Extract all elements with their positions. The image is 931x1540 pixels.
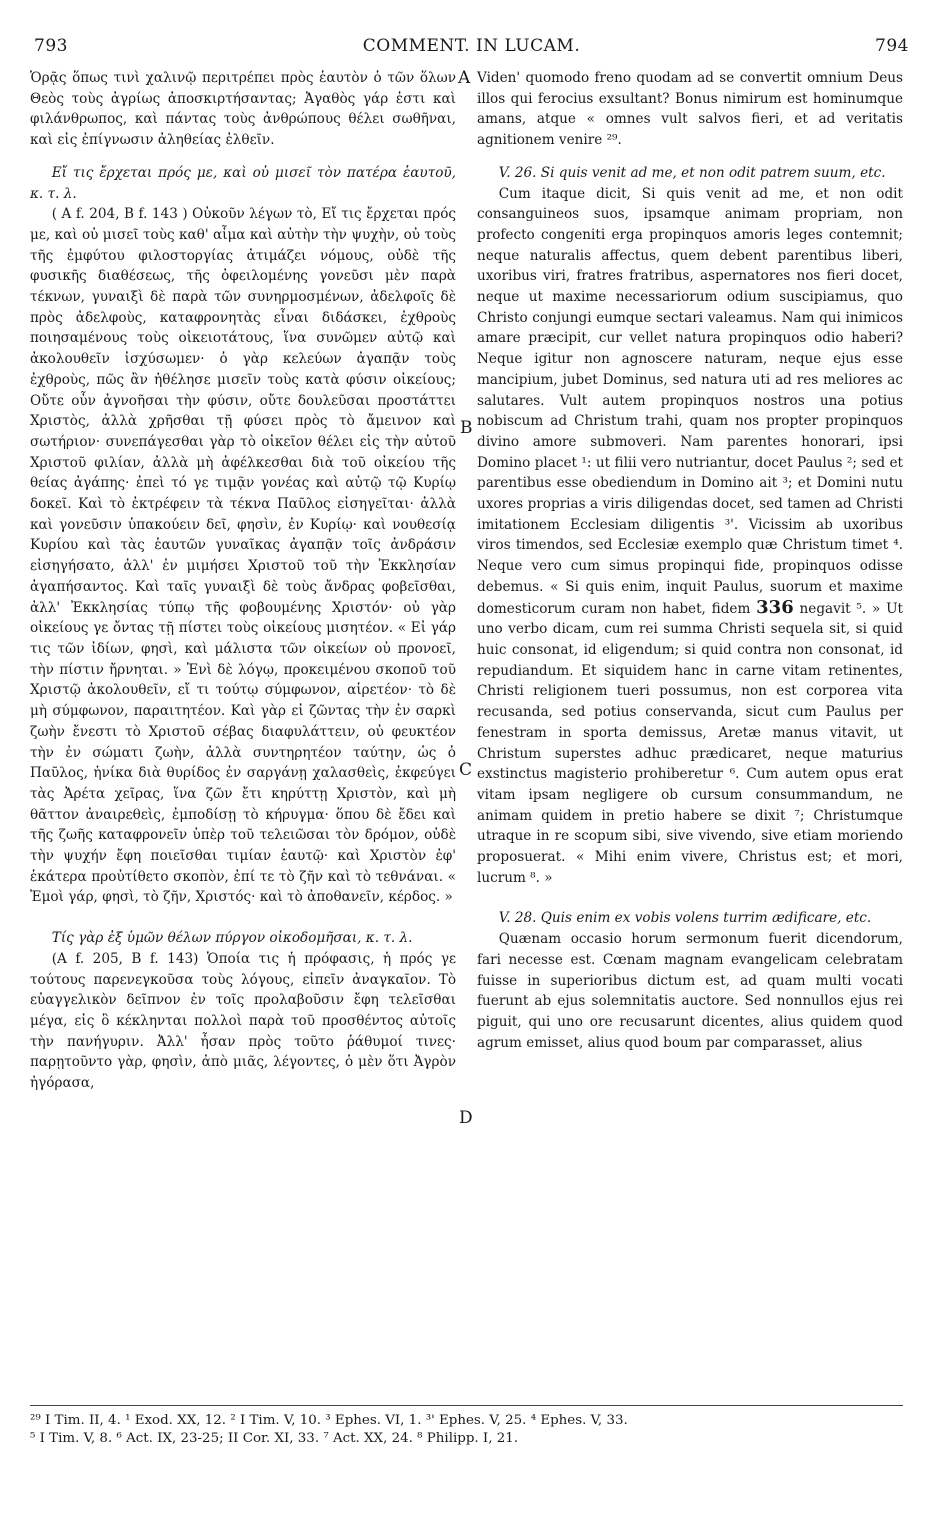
- section-marker-d: D: [459, 1108, 473, 1128]
- latin-paragraph-2-part-b: negavit ⁵. » Ut uno verbo dicam, cum rei summa Christi sequela sit, si quid huic consonat, id eligendum; si quid contra non consonat, id repudiandum. Et siquidem hanc in carne vitam retinentes, Christi religionem tueri possumus, non est corporea vita recusanda, sed potius conservanda, sicut cum Paulus per fenestram in sporta demissus, Aretæ manus vitavit, ut Christum superstes adhuc prædicaret, neque maturius exstinctus magisterio prohiberetur ⁶. Cum autem opus erat vitam ipsam negligere ob cursum consummandum, ne animam quidem in pretio habere se dixit ⁷; Christumque utraque in re scopum sibi, sive vivendo, sive etiam moriendo proposuerat. « Mihi enim vivere, Christus est; et mori, lucrum ⁸. »: [477, 600, 903, 886]
- section-marker-a: A: [458, 68, 471, 88]
- greek-paragraph-3: (A f. 205, B f. 143) Ὁποία τις ἡ πρόφασις, ἡ πρός γε τούτους παρενεγκοῦσα τοὺς λόγους, εἰπεῖν ἀναγκαῖον. Τὸ εὐαγγελικὸν δεῖπνον ἐν τοῖς προλαβοῦσιν ἔφη τελεῖσθαι μέγα, εἰς ὃ κέκληνται πολλοὶ παρὰ τοῦ προσθέντος αὐτοῖς τὴν πανήγυριν. Ἀλλ' ἦσαν πρὸς τοῦτο ῥάθυμοί τινες· παρῃτοῦντο γὰρ, φησὶν, ἀπὸ μιᾶς, λέγοντες, ὁ μὲν ὅτι Ἀγρὸν ἠγόρασα,: [30, 950, 456, 1092]
- running-title: COMMENT. IN LUCAM.: [362, 36, 581, 56]
- footnote-rule: [30, 1405, 903, 1406]
- footnote-line-1: ²⁹ I Tim. II, 4. ¹ Exod. XX, 12. ² I Tim. V, 10. ³ Ephes. VI, 1. ³' Ephes. V, 25. ⁴ Ephes. V, 33.: [30, 1413, 628, 1428]
- greek-column: [30, 68, 456, 1094]
- greek-paragraph-1: Ὁρᾷς ὅπως τινὶ χαλινῷ περιτρέπει πρὸς ἑαυτὸν ὁ τῶν ὅλων Θεὸς τοὺς ἀγρίως ἀποσκιρτήσαντας; Ἀγαθὸς γάρ ἐστι καὶ φιλάνθρωπος, καὶ πάντας τοὺς ἀνθρώπους θέλει σωθῆναι, καὶ εἰς ἐπίγνωσιν ἀληθείας ἐλθεῖν.: [30, 70, 456, 149]
- latin-paragraph-1: Viden' quomodo freno quodam ad se convertit omnium Deus illos qui ferocius exsultant? Bonus nimirum est hominumque amans, atque « omnes vult salvos fieri, et ad veritatis agnitionem venire ²⁹.: [477, 70, 903, 149]
- section-marker-b: B: [460, 418, 473, 438]
- latin-lemma-1: V. 26. Si quis venit ad me, et non odit patrem suum, etc.: [498, 164, 886, 181]
- latin-column: [477, 68, 903, 1053]
- greek-lemma-1: Εἴ τις ἔρχεται πρός με, καὶ οὐ μισεῖ τὸν πατέρα ἑαυτοῦ, κ. τ. λ.: [30, 164, 456, 202]
- latin-lemma-2: V. 28. Quis enim ex vobis volens turrim ædificare, etc.: [498, 910, 872, 927]
- running-header: [34, 36, 909, 64]
- page-number-left: 793: [34, 36, 68, 56]
- latin-paragraph-2: [477, 184, 903, 889]
- page-number-right: 794: [875, 36, 909, 56]
- footnotes: [30, 1412, 903, 1448]
- latin-paragraph-3: Quænam occasio horum sermonum fuerit dicendorum, fari necesse est. Cœnam magnam evangelicam celebratam fuisse in superioribus dictum est, ad quam multi vocati fuerunt ab ejus solemnitatis auctore. Sed nonnullos ejus rei piguit, qui uno ore recusarunt dicentes, alius quidem quod agrum emisset, alius quod boum par comparasset, alius: [477, 931, 903, 1051]
- greek-paragraph-2: ( A f. 204, B f. 143 ) Οὐκοῦν λέγων τὸ, Εἴ τις ἔρχεται πρός με, καὶ οὐ μισεῖ τοὺς καθ' αἷμα καὶ αὐτὴν τὴν ψυχὴν, οὐ τοὺς τῆς ἐμφύτου φιλοστοργίας ἀτιμάζει νόμους, οὐδὲ τῆς φυσικῆς διαθέσεως, τῆς ὀφειλομένης γονεῦσι μὲν παρὰ τέκνων, γυναιξὶ δὲ παρὰ τῶν συνηρμοσμένων, ἀδελφοῖς δὲ πρὸς ἀδελφοὺς, καταφρονητὰς εἶναι διδάσκει, ἐχθροὺς ποιησαμένους τοὺς οἰκειοτάτους, ἵνα συνῶμεν αὐτῷ καὶ ἀκολουθεῖν ἰσχύσωμεν· ὁ γὰρ κελεύων ἀγαπᾷν τοὺς ἐχθροὺς, πῶς ἂν ἠθέλησε μισεῖν τοὺς κατὰ φύσιν οἰκείους; Οὔτε οὖν ἀγνοῆσαι τὴν φύσιν, οὔτε δουλεῦσαι προστάττει Χριστὸς, ἀλλὰ χρῆσθαι τῇ φύσει πρὸς τὸ ἄμεινον καὶ σωτήριον· συνεπάγεσθαι γὰρ τὸ οἰκεῖον θέλει εἰς τὴν αὐτοῦ Χριστοῦ φιλίαν, ἀλλὰ μὴ ἀφέλκεσθαι διὰ τοῦ οἰκείου τῆς θείας ἀγάπης· ἐπεὶ τό γε τιμᾷν γονέας καὶ αὐτῷ τῷ Κυρίῳ δοκεῖ. Καὶ τὸ ἐκτρέφειν τὰ τέκνα Παῦλος εἰσηγεῖται· ἀλλὰ καὶ γονεῦσιν ὑπακούειν δεῖ, φησὶν, ἐν Κυρίῳ· καὶ νουθεσίᾳ Κυρίου καὶ τὰς ἑαυτῶν γυναῖκας ἀγαπᾷν τοῖς ἀνδράσιν εἰσηγήσατο, ἀλλ' ἐν μιμήσει Χριστοῦ τοῦ τὴν Ἐκκλησίαν ἀγαπήσαντος. Καὶ ταῖς γυναιξὶ δὲ τοὺς ἄνδρας φοβεῖσθαι, ἀλλ' Ἐκκλησίας τύπῳ τῆς φοβουμένης Χριστόν· οὐ γὰρ οἰκείους γε ὄντας τῇ πίστει τοὺς οἰκείους μισητέον. « Εἰ γάρ τις τῶν ἰδίων, φησὶ, καὶ μάλιστα τῶν οἰκείων οὐ προνοεῖ, τὴν πίστιν ἤρνηται. » Ἑνὶ δὲ λόγῳ, προκειμένου σκοποῦ τοῦ Χριστῷ ἀκολουθεῖν, εἴ τι τούτῳ σύμφωνον, αἱρετέον· τὸ δὲ μὴ σύμφωνον, παραιτητέον. Καὶ γὰρ εἰ ζῶντας τὴν ἐν σαρκὶ ζωὴν ἔνεστι τὸ Χριστοῦ σέβας διαφυλάττειν, οὐ φευκτέον τὴν ἐν σώματι ζωὴν, ἀλλὰ συντηρητέον ταύτην, ὡς ὁ Παῦλος, ἡνίκα διὰ θυρίδος ἐν σαργάνῃ χαλασθεὶς, ἐκφεύγει τὰς Ἀρέτα χεῖρας, ἵνα ζῶν ἔτι κηρύττῃ Χριστὸν, καὶ μὴ θᾶττον ἀναιρεθεὶς, ἐμποδίσῃ τὸ κήρυγμα· ὅπου δὲ ἔδει καὶ τῆς ζωῆς καταφρονεῖν ὑπὲρ τοῦ τελειῶσαι τὸν δρόμον, οὐδὲ τὴν ψυχήν ἔφη ποιεῖσθαι τιμίαν ἑαυτῷ· καὶ Χριστὸν ἐφ' ἑκάτερα προὐτίθετο σκοπὸν, ἐπί τε τὸ ζῆν καὶ τὸ τεθνάναι. « Ἐμοὶ γάρ, φησὶ, τὸ ζῆν, Χριστός· καὶ τὸ ἀποθανεῖν, κέρδος. »: [30, 206, 456, 906]
- latin-paragraph-2-part-a: Cum itaque dicit, Si quis venit ad me, et non odit consanguineos suos, ipsamque animam propriam, non profecto congeniti erga propinquos amoris leges contemnit; neque naturalis affectus, quem debent parentibus liberi, uxoribus viri, fratres fratribus, aspernatores nos fieri docet, neque ut maxime necessariorum odium suscipiamus, quo Christo conjungi eumque sectari valeamus. Nam qui inimicos amare præcipit, cur vellet natura propinquos odio haberi? Neque igitur non agnoscere naturam, neque ejus esse mancipium, jubet Dominus, sed natura uti ad res meliores ac salutares. Vult autem propinquos nostros una potius nobiscum ad Christum trahi, quam nos propter propinquos divino amore submoveri. Nam parentes honorari, ipsi Domino placet ¹: ut filii vero nutriantur, docet Paulus ²; sed et parentibus esse obediendum in Domino ait ³; et Domini nutu uxores proprias a viris diligendas docet, sed tamen ad Christi imitationem Ecclesiam diligentis ³'. Vicissim ab uxoribus viros timendos, sed Ecclesiæ exemplo quæ Christum timet ⁴. Neque vero cum simus propinqui fide, propinquos odisse debemus. « Si quis enim, inquit Paulus, suorum et maxime domesticorum curam non habet, fidem: [477, 185, 903, 617]
- greek-lemma-2: Τίς γὰρ ἐξ ὑμῶν θέλων πύργον οἰκοδομῆσαι, κ. τ. λ.: [51, 930, 413, 947]
- section-marker-c: C: [459, 760, 473, 780]
- migne-column-number: 336: [756, 596, 794, 618]
- footnote-line-2: ⁵ I Tim. V, 8. ⁶ Act. IX, 23-25; II Cor. XI, 33. ⁷ Act. XX, 24. ⁸ Philipp. I, 21.: [30, 1431, 519, 1446]
